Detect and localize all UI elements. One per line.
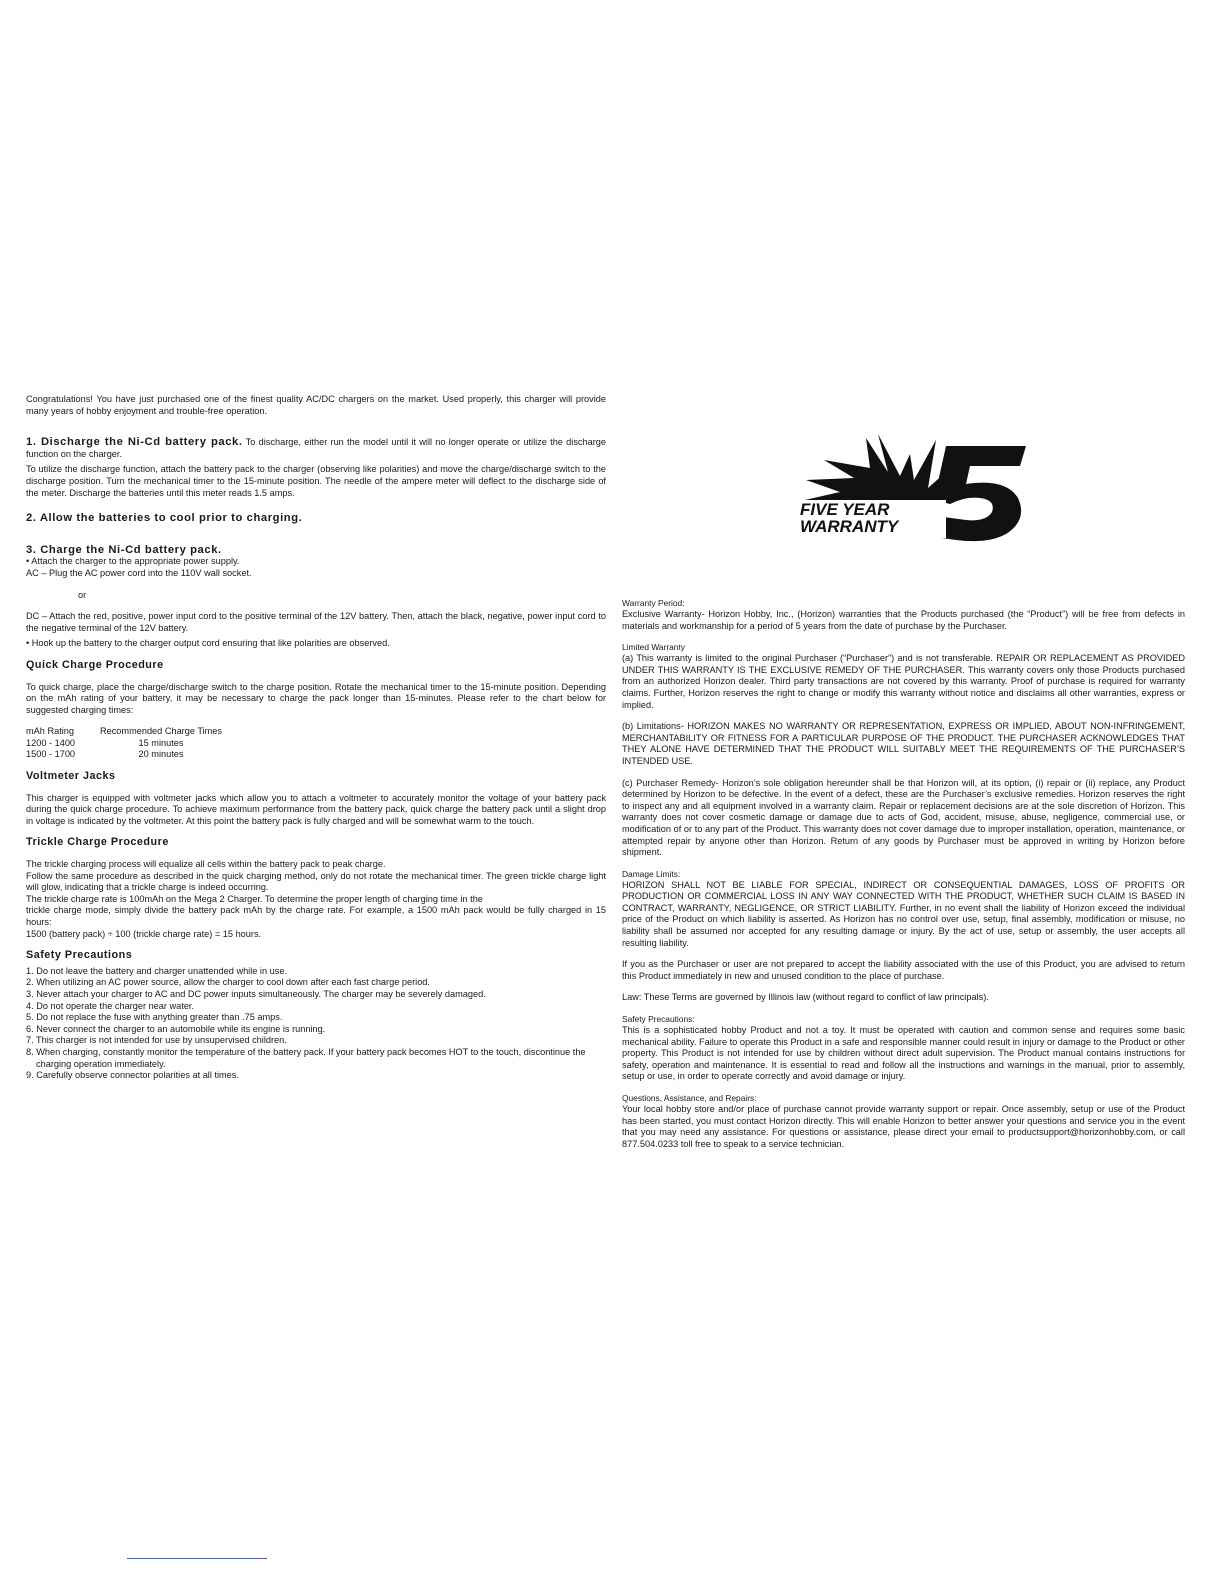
trickle-text-1: The trickle charging process will equalize all cells within the battery pack to peak charge. [26,859,386,870]
warranty-period-heading: Warranty Period: [622,598,685,608]
damage-limits-text: HORIZON SHALL NOT BE LIABLE FOR SPECIAL, INDIRECT OR CONSEQUENTIAL DAMAGES, LOSS OF PROFITS OR PRODUCTION OR COMMERCIAL LOSS IN ANY WAY CONNECTED WITH THE PRODUCT, WHETHER SUCH CLAIM IS BASED IN CONTRACT, WARRANTY, NEGLIGENCE, OR STRICT LIABILITY. Further, in no event shall the liability of Horizon exceed the individual price of the Product on which liability is asserted. As Horizon has no control over use, setup, final assembly, modification or misuse, no liability shall be assumed nor accepted for any resulting damage or injury. By the act of use, setup or assembly, the user accepts all resulting liability. [622,879,1185,948]
logo-line1: FIVE YEAR [800,500,890,519]
questions-heading: Questions, Assistance, and Repairs: [622,1093,757,1103]
footer-divider [127,1558,267,1559]
charge-times-table [26,726,231,761]
voltmeter-title: Voltmeter Jacks [26,770,116,783]
step3-title: 3. Charge the Ni-Cd battery pack. [26,543,222,556]
step3-ac-text: AC – Plug the AC power cord into the 110V wall socket. [26,567,252,578]
table-cell-time: 15 minutes [138,737,184,748]
warranty-section [622,598,1185,1150]
step3-dc-text: DC – Attach the red, positive, power input cord to the positive terminal of the 12V battery. Then, attach the black, negative, power input cord to the negative terminal of the 12V battery. [26,611,606,633]
table-header-row [26,726,231,738]
list-item: 7. This charger is not intended for use by unsupervised children. [26,1035,287,1046]
law-text: Law: These Terms are governed by Illinois law (without regard to conflict of law principals). [622,992,989,1003]
table-header-times: Recommended Charge Times [99,726,223,737]
table-cell-rating: 1200 - 1400 [26,737,76,748]
limited-warranty-heading: Limited Warranty [622,642,685,653]
table-row [26,738,231,750]
list-item: 8. When charging, constantly monitor the temperature of the battery pack. If your battery pack becomes HOT to the touch, discontinue the charging operation immediately. [26,1046,586,1069]
step1-title: 1. Discharge the Ni-Cd battery pack. [26,436,243,449]
step3-or-text: or [78,589,87,600]
list-item: 5. Do not replace the fuse with anything greater than .75 amps. [26,1012,283,1023]
step1-detail: To utilize the discharge function, attach the battery pack to the charger (observing like polarities) and move the charge/discharge switch to the discharge position. Turn the mechanical timer to the 15-minute position. The needle of the ampere meter will deflect to the discharge side of the meter. Discharge the batteries until this meter reads 1.5 amps. [26,464,606,498]
safety-precautions-heading: Safety Precautions: [622,1014,695,1025]
limited-warranty-text: (a) This warranty is limited to the original Purchaser (“Purchaser”) and is not transferable. REPAIR OR REPLACEMENT AS PROVIDED UNDER THIS WARRANTY IS THE EXCLUSIVE REMEDY OF THE PURCHASER. This warranty covers only those Products purchased from an authorized Horizon dealer. Third party transactions are not covered by this warranty. Proof of purchase is required for warranty claims. Further, Horizon reserves the right to change or modify this warranty without notice and disclaims all other warranties, express or implied. [622,653,1185,710]
questions-text: Your local hobby store and/or place of purchase cannot provide warranty support or repair. Once assembly, setup or use of the Product has been started, you must contact Horizon directly. This will enable Horizon to better answer your questions and service you in the event that you may need any assistance. For questions or assistance, please direct your email to productsupport@horizonhobby.com, or call 877.504.0233 toll free to speak to a service technician. [622,1104,1185,1149]
charger-instructions [26,394,606,1082]
logo-digit-text: 5 [992,442,993,443]
safety-list [26,966,606,1082]
limitations-text: (b) Limitations- HORIZON MAKES NO WARRANTY OR REPRESENTATION, EXPRESS OR IMPLIED, ABOUT NON-INFRINGEMENT, MERCHANTABILITY OR FITNESS FOR A PARTICULAR PURPOSE OF THE PRODUCT. THE PURCHASER ACKNOWLEDGES THAT THEY ALONE HAVE DETERMINED THAT THE PRODUCT WILL SUITABLY MEET THE REQUIREMENTS OF THE PURCHASER’S INTENDED USE. [622,721,1185,766]
list-item: 2. When utilizing an AC power source, allow the charger to cool down after each fast charge period. [26,977,430,988]
safety-precautions-text: This is a sophisticated hobby Product and not a toy. It must be operated with caution and common sense and requires some basic mechanical ability. Failure to operate this Product in a safe and responsible manner could result in injury or damage to the Product or other property. This Product is not intended for use by children without direct adult supervision. The Product manual contains instructions for safety, operation and maintenance. It is essential to read and follow all the instructions and warnings in the manual, prior to assembly, setup or use, in order to operate correctly and avoid damage or injury. [622,1025,1185,1082]
safety-title: Safety Precautions [26,949,133,962]
list-item: 6. Never connect the charger to an automobile while its engine is running. [26,1023,326,1034]
quick-charge-title: Quick Charge Procedure [26,658,164,671]
trickle-text-4: trickle charge mode, simply divide the battery pack mAh by the charge rate. For example, a 1500 mAh pack would be fully charged in 15 hours: [26,905,606,927]
purchaser-return-text: If you as the Purchaser or user are not prepared to accept the liability associated with the use of this Product, you are advised to return this Product immediately in new and unused condition to the place of purchase. [622,959,1185,981]
step1-text: To discharge, either run the model until it will no longer operate or utilize the discharge function on the charger. [26,437,606,459]
intro-paragraph: Congratulations! You have just purchased one of the finest quality AC/DC chargers on the market. Used properly, this charger will provide many years of hobby enjoyment and trouble-free operation. [26,394,606,416]
trickle-text-3: The trickle charge rate is 100mAh on the Mega 2 Charger. To determine the proper length of charging time in the [26,893,483,904]
trickle-text-2: Follow the same procedure as described in the quick charging method, only do not rotate the mechanical timer. The green trickle charge light will glow, indicating that a trickle charge is indeed occurring. [26,870,606,893]
logo-line2: WARRANTY [800,517,899,536]
table-cell-rating: 1500 - 1700 [26,749,76,760]
table-cell-time: 20 minutes [138,749,184,760]
voltmeter-text: This charger is equipped with voltmeter jacks which allow you to attach a voltmeter to accurately monitor the voltage of your battery pack during the quick charge procedure. To achieve maximum performance from the battery pack, quick charge the battery pack until a slight drop in voltage is indicated by the voltmeter. At this point the battery pack is fully charged and will be somewhat warm to the touch. [26,792,606,826]
step3-bullet-power: • Attach the charger to the appropriate power supply. [26,556,240,567]
purchaser-remedy-text: (c) Purchaser Remedy- Horizon’s sole obligation hereunder shall be that Horizon will, at its option, (i) repair or (ii) replace, any Product determined by Horizon to be defective. In the event of a defect, these are the Purchaser’s exclusive remedies. Horizon reserves the right to inspect any and all equipment involved in a warranty claim. Repair or replacement decisions are at the sole discretion of Horizon. This warranty does not cover cosmetic damage or damage due to acts of God, accident, misuse, abuse, negligence, commercial use, or modification of or to any part of the Product. This warranty does not cover damage due to improper installation, operation, maintenance, or attempted repair by anyone other than Horizon. Return of any goods by Purchaser must be approved in writing by Horizon before shipment. [622,777,1185,858]
five-year-warranty-logo [796,432,1028,544]
step3-bullet-hookup: • Hook up the battery to the charger output cord ensuring that like polarities are observed. [26,638,390,649]
step1-paragraph [26,437,606,460]
list-item: 9. Carefully observe connector polarities at all times. [26,1070,239,1081]
warranty-period-text: Exclusive Warranty- Horizon Hobby, Inc., (Horizon) warranties that the Products purchased (the “Product”) will be free from defects in materials and workmanship for a period of 5 years from the date of purchase by the Purchaser. [622,609,1185,631]
list-item: 3. Never attach your charger to AC and DC power inputs simultaneously. The charger may be severely damaged. [26,988,486,999]
step2-title: 2. Allow the batteries to cool prior to charging. [26,512,303,525]
starburst-icon [796,434,946,502]
trickle-charge-title: Trickle Charge Procedure [26,836,169,849]
trickle-text-5: 1500 (battery pack) ÷ 100 (trickle charge rate) = 15 hours. [26,928,262,939]
list-item: 4. Do not operate the charger near water. [26,1000,195,1011]
table-header-rating: mAh Rating [26,726,75,737]
quick-charge-text: To quick charge, place the charge/discharge switch to the charge position. Rotate the mechanical timer to the 15-minute position. Depending on the mAh rating of your battery, it may be necessary to charge the pack longer than 15-minutes. Please refer to the chart below for suggested charging times: [26,681,606,715]
table-row [26,749,231,761]
list-item: 1. Do not leave the battery and charger unattended while in use. [26,965,287,976]
damage-limits-heading: Damage Limits: [622,868,681,879]
